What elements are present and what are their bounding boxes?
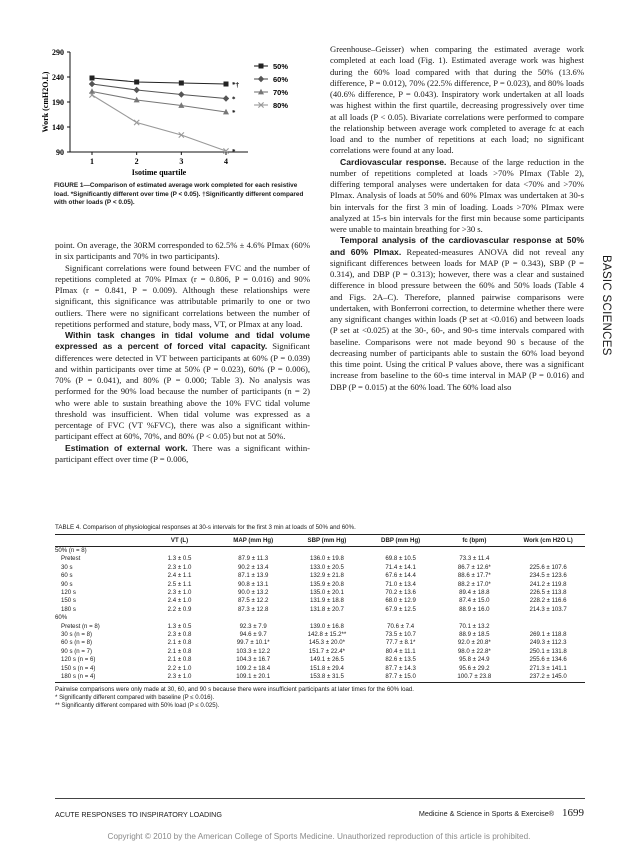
legend-marker [259, 64, 264, 69]
table-cell: 87.3 ± 12.8 [237, 605, 269, 613]
table-cell: 2.2 ± 0.9 [167, 605, 192, 613]
table-cell: 214.3 ± 103.7 [529, 605, 567, 613]
paragraph [330, 44, 584, 157]
row-label: 90 s [61, 580, 73, 588]
table-cell [216, 547, 290, 556]
paragraph-text: point. On average, the 30RM corresponded to 62.5% ± 4.6% PImax (60% in six participants and 70% in two participants). [55, 240, 310, 262]
x-axis-title: Isotime quartile [131, 168, 187, 177]
table-cell: 87.7 ± 15.0 [385, 673, 416, 681]
table-header-row [55, 535, 585, 547]
table-cell: 142.8 ± 15.2** [307, 631, 347, 639]
table-cell: 149.1 ± 26.5 [310, 656, 344, 664]
table-cell: 92.3 ± 7.9 [239, 622, 267, 630]
table-cell: 73.3 ± 11.4 [459, 555, 490, 563]
table-cell [437, 547, 511, 556]
figure-1 [40, 44, 308, 204]
row-label: 120 s (n = 6) [61, 656, 96, 664]
table-cell: 98.0 ± 22.8* [457, 647, 491, 655]
physiological-responses-table [55, 534, 585, 683]
legend-label: 70% [273, 88, 289, 97]
table-cell: 131.9 ± 18.8 [310, 597, 344, 605]
table-cell: 87.5 ± 12.2 [237, 597, 269, 605]
table-cell: 228.2 ± 116.6 [529, 597, 567, 605]
table-4 [55, 524, 585, 710]
table-cell: 88.2 ± 17.0* [457, 580, 491, 588]
table-cell: 77.7 ± 8.1* [385, 639, 416, 647]
data-point [223, 95, 229, 101]
table-cell: 269.1 ± 118.8 [529, 631, 567, 639]
table-cell [511, 547, 585, 556]
paragraph-text: Repeated-measures ANOVA did not reveal any significant differences between loads for MAP (P = 0.343), SBP (P = 0.314), and DBP (P = 0.313); however, there was a clear and sustained difference in blood pressure between the 60% and 50% loads (Table 4 and Figs. 2A–C). Therefore, planned pairwise comparisons were undertaken, with Bonferroni correction, to determine whether there were any significant changes within loads (P set at <0.016) and between loads (P set at <0.025) at the 30-, 60-, and 90-s time intervals compared with baseline. Comparisons were not made beyond 90 s because of the decreasing number of participants able to sustain the 60% load beyond this time point. Using the critical P values above, there was a significant increase from baseline to the 60-s time interval in MAP (P = 0.016) and DBP (P = 0.015) at the 60% load. The 60% load also [330, 246, 584, 392]
paragraph [55, 443, 310, 466]
significance-annotation: * [232, 148, 236, 156]
table-cell: 2.3 ± 1.0 [167, 589, 192, 597]
data-point [178, 91, 184, 97]
table-cell: 237.2 ± 145.0 [529, 673, 567, 681]
table-cell: 135.0 ± 20.1 [310, 589, 344, 597]
table-cell: 87.4 ± 15.0 [459, 597, 490, 605]
table-title: TABLE 4. Comparison of physiological responses at 30-s intervals for the first 3 min at loads of 50% and 60%. [55, 524, 356, 531]
row-label: 150 s [61, 597, 76, 605]
table-cell: 92.0 ± 20.8* [457, 639, 491, 647]
table-cell: 67.6 ± 14.4 [385, 572, 416, 580]
row-label: 30 s (n = 8) [61, 631, 92, 639]
table-cell: 145.3 ± 20.0* [308, 639, 346, 647]
table-cell [437, 614, 511, 622]
table-row [55, 606, 585, 614]
table-cell: 90.0 ± 13.2 [237, 589, 269, 597]
paragraph-text: Significant differences were detected in VT between participants at 60% (P = 0.039) and within participants over time at 50% (P = 0.023), 60% (P = 0.006), 70% (P = 0.041), and 80% (P = 0.000; Table 3). No analysis was performed for the 90% load because the number of participants (n = 2) who were able to sustain breathing above the 10% FVC tidal volume threshold was insufficient. When tidal volume was expressed as a percentage of FVC (VT %FVC), there was also a significant within-participant effect at 60%, 70%, and 80% (P < 0.05) but not at 50%. [55, 341, 310, 442]
table-row [55, 555, 585, 563]
row-label: Pretest [61, 555, 81, 563]
table-note: ** Significantly different compared with 50% load (P ≤ 0.025). [55, 701, 220, 709]
journal-footer [419, 807, 584, 819]
table-cell: 87.9 ± 11.3 [238, 555, 269, 563]
right-text-column [330, 44, 584, 393]
table-cell: 88.9 ± 16.0 [459, 605, 490, 613]
paragraph-heading: Cardiovascular response. [340, 156, 447, 167]
y-tick-label: 140 [52, 123, 64, 132]
table-cell: 225.6 ± 107.6 [529, 563, 567, 571]
table-cell: 151.8 ± 29.4 [310, 664, 344, 672]
table-row [55, 589, 585, 597]
legend-label: 50% [273, 62, 289, 71]
y-axis-title: Work (cmH2O.L) [41, 71, 50, 133]
table-cell: 73.5 ± 10.7 [385, 631, 416, 639]
table-row [55, 648, 585, 656]
table-cell: 95.8 ± 24.9 [459, 656, 490, 664]
table-cell: 136.0 ± 19.8 [310, 555, 344, 563]
table-cell [364, 614, 438, 622]
paragraph-text: Because of the large reduction in the number of repetitions completed at loads >70% PImax (Table 2), differing temporal analyses were undertaken for data <70% and >70% PImax. Analysis of loads at 50% and 60% PImax was undertaken at 30-s bin intervals for the first 3 min of loading. Loads >70% PImax were analyzed at 15-s bin intervals for the first min because some participants were unable to maintain breathing for >30 s. [330, 156, 584, 234]
row-label: 60 s [61, 572, 73, 580]
significance-annotation: *† [232, 81, 239, 89]
table-cell: 70.2 ± 13.6 [385, 589, 416, 597]
x-tick-label: 4 [224, 157, 228, 166]
table-cell: 87.7 ± 14.3 [385, 664, 416, 672]
table-row [55, 572, 585, 580]
table-cell: 2.4 ± 1.1 [167, 572, 192, 580]
table-cell: 133.0 ± 20.5 [310, 563, 344, 571]
table-cell: 2.1 ± 0.8 [167, 656, 192, 664]
table-cell: 69.8 ± 10.5 [385, 555, 416, 563]
paragraph [330, 157, 584, 236]
left-text-column [55, 240, 310, 465]
table-cell: 131.8 ± 20.7 [310, 605, 344, 613]
column-header: Work (cm H2O L) [523, 537, 573, 544]
row-label: 150 s (n = 4) [61, 664, 96, 672]
y-tick-label: 290 [52, 48, 64, 57]
table-group-row [55, 547, 585, 556]
y-tick-label: 240 [52, 73, 64, 82]
row-label: 120 s [61, 589, 76, 597]
data-point [89, 81, 95, 87]
table-cell: 271.3 ± 141.1 [529, 664, 567, 672]
table-cell: 88.9 ± 18.5 [459, 631, 490, 639]
figure-caption: FIGURE 1—Comparison of estimated average work completed for each resistive load. *Significantly different over time (P < 0.05). †Significantly different compared with other loads (P < 0.05). [54, 182, 304, 207]
table-cell: 104.3 ± 16.7 [236, 656, 271, 664]
table-cell [364, 547, 438, 556]
paragraph [55, 240, 310, 263]
column-header: VT (L) [170, 537, 189, 544]
table-cell: 241.2 ± 119.8 [529, 580, 567, 588]
table-notes [55, 686, 585, 711]
x-tick-label: 2 [134, 157, 139, 166]
table-cell [216, 614, 290, 622]
data-point [224, 82, 229, 87]
table-cell: 109.1 ± 20.1 [236, 673, 271, 681]
column-header: DBP (mm Hg) [381, 537, 421, 544]
y-tick-label: 90 [56, 148, 64, 157]
data-point [134, 80, 139, 85]
table-cell: 153.8 ± 31.5 [310, 673, 344, 681]
table-cell: 100.7 ± 23.8 [457, 673, 492, 681]
table-cell: 86.7 ± 12.6* [457, 563, 491, 571]
table-row [55, 597, 585, 605]
table-cell: 90.2 ± 13.4 [237, 563, 269, 571]
table-cell: 249.3 ± 112.3 [529, 639, 567, 647]
table-cell: 68.0 ± 12.9 [385, 597, 416, 605]
paragraph [55, 330, 310, 443]
series-line-60pct [92, 84, 226, 99]
table-cell: 2.1 ± 0.8 [167, 639, 192, 647]
table-cell: 2.3 ± 1.0 [167, 563, 192, 571]
paragraph-heading: Estimation of external work. [65, 442, 188, 453]
table-cell: 250.1 ± 131.8 [529, 647, 567, 655]
legend-marker [258, 76, 264, 82]
table-cell [290, 547, 364, 556]
section-side-tab [598, 255, 626, 400]
row-label: Pretest (n = 8) [61, 622, 100, 630]
table-cell: 135.9 ± 20.8 [310, 580, 344, 588]
table-cell: 2.1 ± 0.8 [167, 647, 192, 655]
table-cell [511, 614, 585, 622]
table-cell: 2.4 ± 1.0 [167, 597, 192, 605]
column-header: MAP (mm Hg) [233, 537, 274, 544]
journal-name: Medicine & Science in Sports & Exercise® [418, 809, 554, 818]
page-number: 1699 [562, 807, 584, 819]
row-label: 90 s (n = 7) [61, 647, 92, 655]
series-line-80pct [92, 95, 226, 151]
table-row [55, 639, 585, 647]
significance-annotation: * [232, 95, 236, 104]
row-label: 60 s (n = 8) [61, 639, 92, 647]
table-cell: 1.3 ± 0.5 [167, 555, 192, 563]
paragraph-text: Significant correlations were found between FVC and the number of repetitions completed at 70% PImax (r = 0.806, P = 0.016) and 90% PImax (r = 0.841, P = 0.009). Although these relationships were significant, this significance was attributable primarily to one or two outliers. There were no significant correlations between the number of repetitions performed and stature, body mass, VT, or PImax at any load. [55, 262, 310, 329]
table-cell [511, 555, 585, 563]
table-cell: 89.4 ± 18.8 [459, 589, 490, 597]
series-line-50pct [92, 78, 226, 84]
table-cell [290, 614, 364, 622]
table-cell [143, 614, 217, 622]
row-label: 180 s (n = 4) [61, 673, 96, 681]
table-cell: 2.3 ± 0.8 [167, 631, 192, 639]
table-cell: 95.6 ± 29.2 [459, 664, 490, 672]
series-line-70pct [92, 92, 226, 113]
table-cell: 151.7 ± 22.4* [308, 647, 346, 655]
table-cell [143, 547, 217, 556]
data-point [90, 76, 95, 81]
table-cell: 80.4 ± 11.1 [385, 647, 416, 655]
table-body [55, 547, 585, 683]
paragraph-heading: Within task changes in tidal volume and tidal volume expressed as a percent of forced vital capacity. [55, 330, 310, 352]
table-cell: 88.6 ± 17.7* [457, 572, 491, 580]
table-cell: 2.5 ± 1.1 [167, 580, 192, 588]
table-cell: 90.8 ± 13.1 [237, 580, 269, 588]
table-cell: 132.9 ± 21.8 [310, 572, 344, 580]
running-title: ACUTE RESPONSES TO INSPIRATORY LOADING [55, 810, 222, 819]
significance-annotation: * [232, 109, 236, 117]
table-cell: 67.9 ± 12.5 [385, 605, 416, 613]
table-row [55, 656, 585, 664]
copyright-notice: Copyright © 2010 by the American College of Sports Medicine. Unauthorized reproduction of this article is prohibited. [107, 832, 531, 841]
x-tick-label: 3 [179, 157, 184, 166]
table-cell: 2.3 ± 1.0 [167, 673, 192, 681]
table-cell: 71.0 ± 13.4 [385, 580, 416, 588]
table-cell: 71.4 ± 14.1 [385, 563, 416, 571]
data-point [133, 87, 139, 93]
table-cell: 82.6 ± 13.5 [385, 656, 416, 664]
table-cell: 255.6 ± 134.6 [529, 656, 567, 664]
table-cell: 109.2 ± 18.4 [236, 664, 271, 672]
legend-label: 80% [273, 101, 289, 110]
table-note: * Significantly different compared with baseline (P ≤ 0.016). [55, 693, 215, 701]
row-label: 60% [55, 614, 68, 622]
table-cell: 226.5 ± 113.8 [529, 589, 567, 597]
data-point [179, 81, 184, 86]
y-tick-label: 190 [52, 98, 64, 107]
table-cell: 1.3 ± 0.5 [167, 622, 192, 630]
row-label: 180 s [61, 605, 76, 613]
side-tab-label: BASIC SCIENCES [600, 255, 612, 356]
table-cell: 94.6 ± 9.7 [239, 631, 267, 639]
table-cell: 87.1 ± 13.9 [237, 572, 269, 580]
table-cell: 70.1 ± 13.2 [459, 622, 490, 630]
table-cell: 234.5 ± 123.6 [529, 572, 567, 580]
row-label: 50% (n = 8) [55, 547, 87, 554]
table-group-row [55, 614, 585, 622]
table-cell [511, 623, 585, 631]
paragraph [330, 235, 584, 393]
table-cell: 103.3 ± 12.2 [236, 647, 271, 655]
table-cell: 70.6 ± 7.4 [387, 622, 415, 630]
x-tick-label: 1 [90, 157, 94, 166]
paragraph [55, 263, 310, 331]
paragraph-text: There was a significant within-participant effect over time (P = 0.006, [55, 442, 310, 464]
table-cell: 2.2 ± 1.0 [167, 664, 192, 672]
table-row [55, 673, 585, 682]
paragraph-heading: Temporal analysis of the cardiovascular response at 50% and 60% PImax. [330, 235, 584, 257]
footer-divider [55, 798, 585, 799]
table-cell: 139.0 ± 16.8 [310, 622, 344, 630]
table-row [55, 581, 585, 589]
table-note: Pairwise comparisons were only made at 30, 60, and 90 s because there were insufficient participants at later times for the 60% load. [55, 685, 414, 693]
table-row [55, 623, 585, 631]
column-header: fc (bpm) [462, 537, 487, 544]
work-line-chart [40, 44, 308, 180]
legend-label: 60% [273, 75, 289, 84]
paragraph-text: Greenhouse–Geisser) when comparing the estimated average work completed at each load (Fig. 1). Estimated average work was highest during the 60% load compared with that during the 50% (13.6% difference, P = 0.012), 70% (22.5% difference, P = 0.023), and 80% loads (40.6% difference, P = 0.043). Inspiratory work undertaken at all loads was highest within the first quartile, decreasing progressively over time at all loads (P < 0.05). Bivariate correlations were performed to compare the relationship between average work completed to average fc at each load and to the number of repetitions at each load; no significant correlations were found at any load. [330, 44, 584, 156]
table-row [55, 665, 585, 673]
row-label: 30 s [61, 563, 73, 571]
column-header: SBP (mm Hg) [307, 537, 347, 544]
table-cell: 99.7 ± 10.1* [236, 639, 270, 647]
table-row [55, 631, 585, 639]
table-row [55, 564, 585, 572]
column-header [55, 535, 143, 547]
